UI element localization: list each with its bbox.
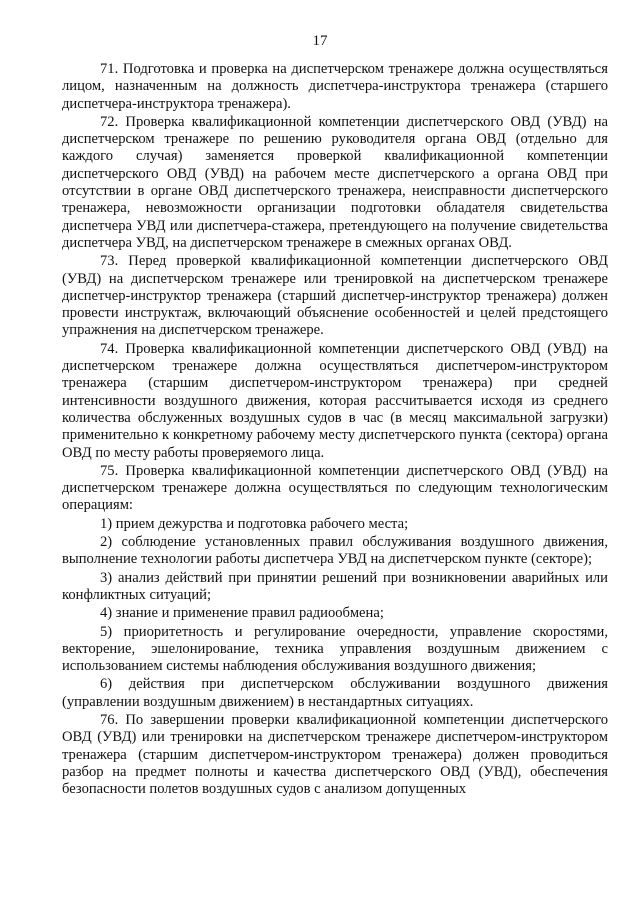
page-number: 17 [312, 33, 328, 49]
paragraph-72: 72. Проверка квалификационной компетенции диспетчерского ОВД (УВД) на диспетчерском тренажере по решению руководителя органа ОВД (отдельно для каждого случая) заменяется проверкой квалификационной компетенции диспетчерского ОВД (УВД) на рабочем месте диспетчерского а органа ОВД при отсутствии в органе ОВД диспетчерского тренажера, неисправности диспетчерского тренажера, невозможности организации подготовки обладателя свидетельства диспетчера УВД или диспетчера-стажера, претендующего на получение свидетельства диспетчера УВД, на диспетчерском тренажере в смежных органах ОВД. [62, 113, 608, 251]
paragraph-76: 76. По завершении проверки квалификационной компетенции диспетчерского ОВД (УВД) или тренировки на диспетчерском тренажере диспетчером-инструктором тренажера (старшим диспетчером-инструктором тренажера) должен проводиться разбор на предмет полноты и качества диспетчерского ОВД (УВД), обеспечения безопасности полетов воздушных судов с анализом допущенных [62, 711, 608, 798]
document-body [62, 61, 608, 798]
paragraph-71: 71. Подготовка и проверка на диспетчерском тренажере должна осуществляться лицом, назначенным на должность диспетчера-инструктора тренажера (старшего диспетчера-инструктора тренажера). [62, 61, 608, 112]
paragraph-75: 75. Проверка квалификационной компетенции диспетчерского ОВД (УВД) на диспетчерском тренажере должна осуществляться по следующим технологическим операциям: [62, 462, 608, 514]
list-item-75-3: 3) анализ действий при принятии решений при возникновении аварийных или конфликтных ситуаций; [62, 569, 608, 603]
paragraph-74: 74. Проверка квалификационной компетенции диспетчерского ОВД (УВД) на диспетчерском тренажере должна осуществляться диспетчером-инструктором тренажера (старшим диспетчером-инструктором тренажера) при средней интенсивности воздушного движения, которая рассчитывается исходя из среднего количества обслуженных воздушных судов в час (в месяц максимальной загрузки) применительно к конкретному рабочему месту диспетчерского пункта (сектора) органа ОВД по месту работы проверяемого лица. [62, 340, 608, 461]
list-item-75-6: 6) действия при диспетчерском обслуживании воздушного движения (управлении воздушным движением) в нестандартных ситуациях. [62, 676, 608, 710]
list-item-75-4: 4) знание и применение правил радиообмена; [100, 605, 384, 622]
list-item-75-2: 2) соблюдение установленных правил обслуживания воздушного движения, выполнение технологии работы диспетчера УВД на диспетчерском пункте (секторе); [62, 534, 608, 568]
list-item-75-5: 5) приоритетность и регулирование очередности, управление скоростями, векторение, эшелонирование, техника управления воздушным движением с использованием системы наблюдения обслуживания воздушного движения; [62, 623, 608, 675]
list-item-75-1: 1) прием дежурства и подготовка рабочего места; [100, 515, 409, 532]
paragraph-73: 73. Перед проверкой квалификационной компетенции диспетчерского ОВД (УВД) на диспетчерском тренажере или тренировкой на диспетчерском тренажере диспетчер-инструктор тренажера (старший диспетчер-инструктор тренажера) должен провести инструктаж, включающий объяснение особенностей и целей предстоящего упражнения на диспетчерском тренажере. [62, 253, 608, 339]
